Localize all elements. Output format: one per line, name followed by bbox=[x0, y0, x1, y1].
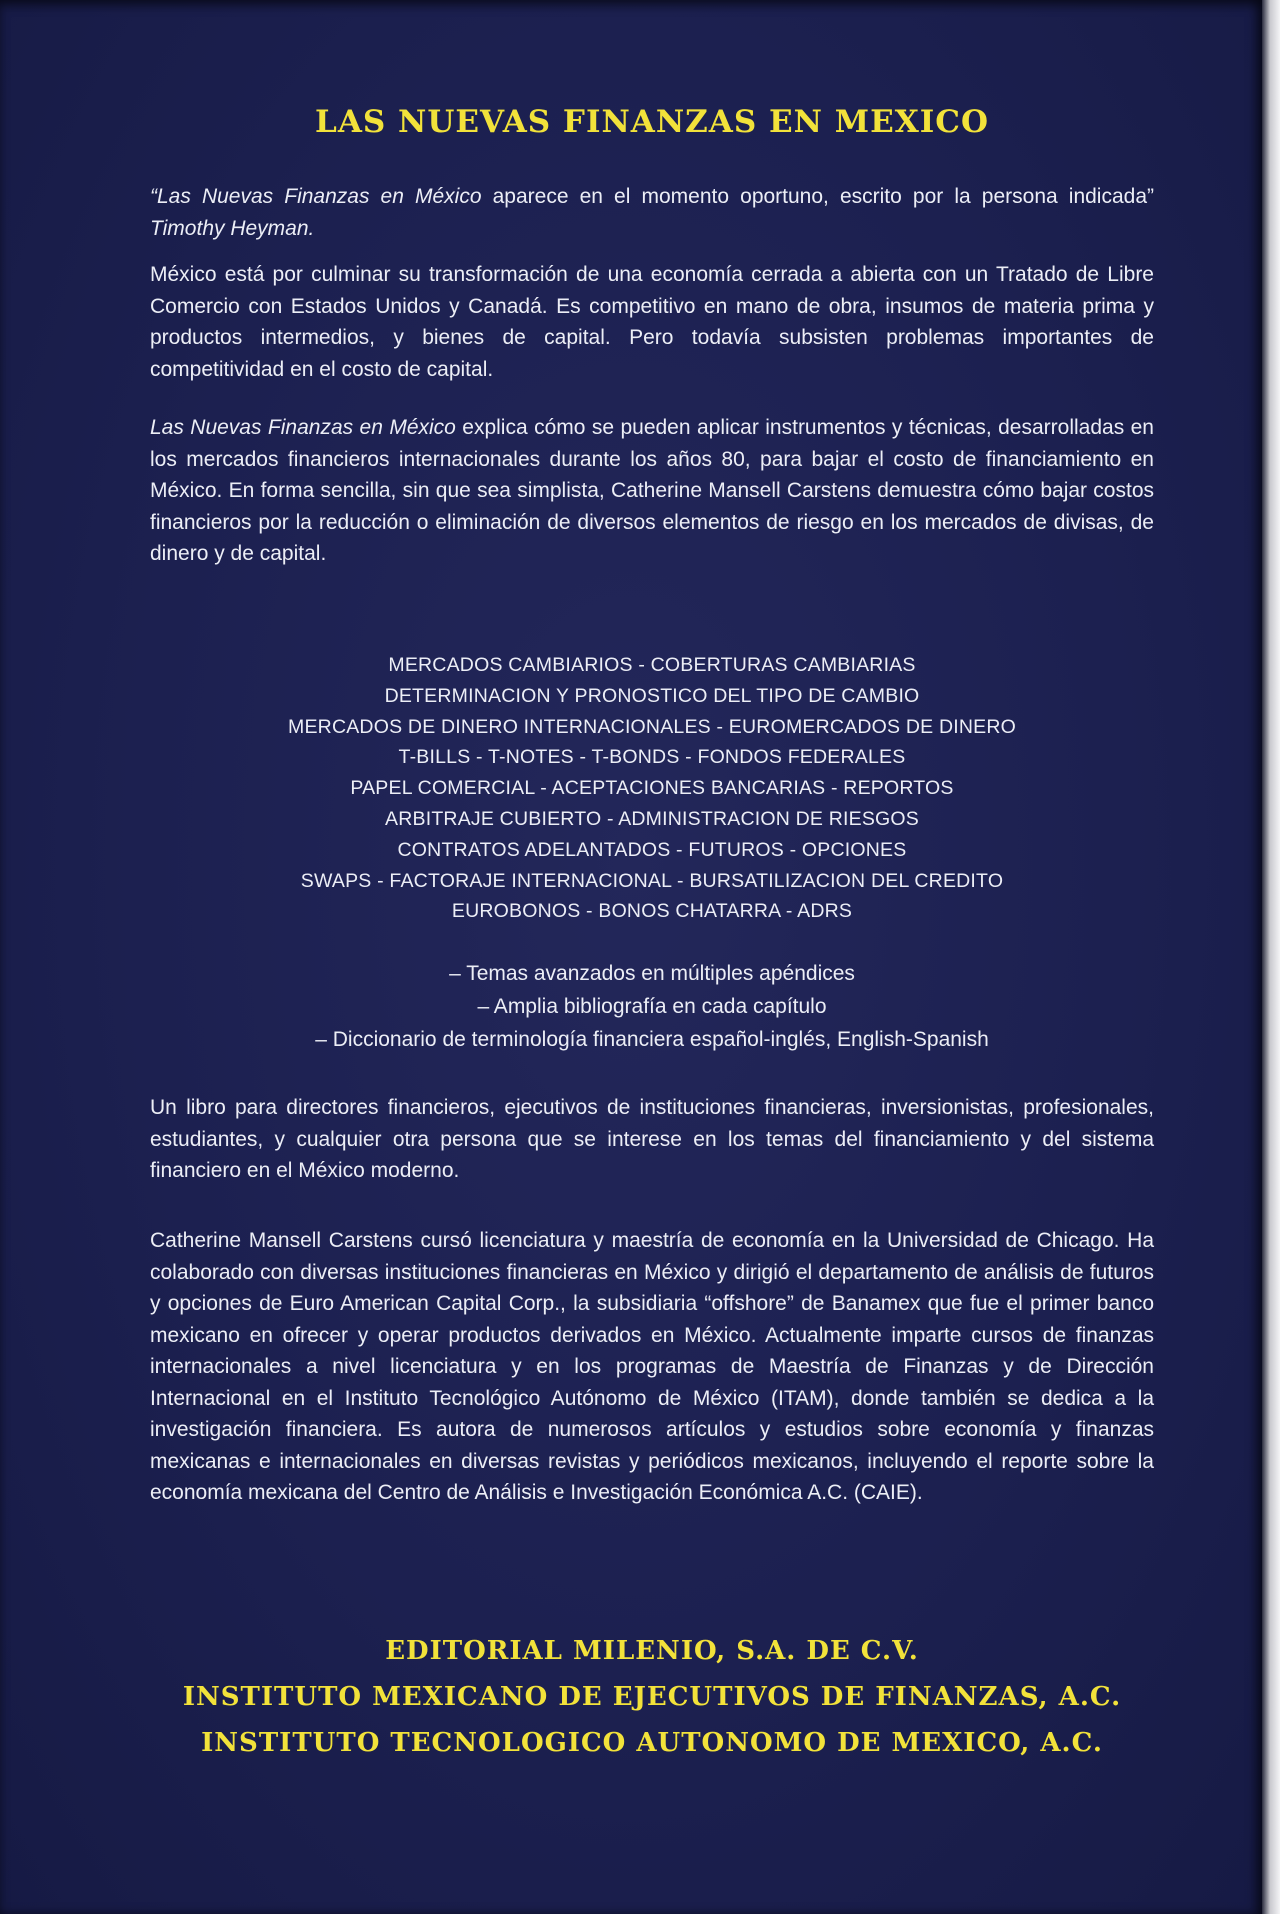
feature-line: – Diccionario de terminología financiera español-inglés, English-Spanish bbox=[315, 1028, 989, 1051]
publisher-line: EDITORIAL MILENIO, S.A. DE C.V. bbox=[385, 1636, 919, 1666]
topic-line: EUROBONOS - BONOS CHATARRA - ADRS bbox=[451, 900, 853, 923]
paragraph-audience: Un libro para directores financieros, ejecutivos de instituciones financieras, inversionistas, profesionales, estudiantes, y cualquier otra persona que se interese en los temas del financiamiento y del sistema financiero en el México moderno. bbox=[150, 1096, 1154, 1182]
feature-line: – Amplia bibliografía en cada capítulo bbox=[477, 995, 827, 1018]
topic-line: MERCADOS DE DINERO INTERNACIONALES - EUROMERCADOS DE DINERO bbox=[288, 715, 1016, 738]
topic-line: CONTRATOS ADELANTADOS - FUTUROS - OPCIONES bbox=[397, 838, 907, 861]
topic-line: ARBITRAJE CUBIERTO - ADMINISTRACION DE RIESGOS bbox=[385, 807, 919, 830]
publisher-line: INSTITUTO MEXICANO DE EJECUTIVOS DE FINANZAS, A.C. bbox=[182, 1682, 1122, 1712]
feature-line: – Temas avanzados en múltiples apéndices bbox=[449, 962, 855, 985]
publisher-line: INSTITUTO TECNOLOGICO AUTONOMO DE MEXICO, A.C. bbox=[201, 1728, 1103, 1758]
paragraph-mexico: México está por culminar su transformación de una economía cerrada a abierta con un Tratado de Libre Comercio con Estados Unidos y Canadá. Es competitivo en mano de obra, insumos de materia prima y productos intermedios, y bienes de capital. Pero todavía subsisten problemas importantes de competitividad en el costo de capital. bbox=[150, 263, 1154, 381]
topic-line: MERCADOS CAMBIARIOS - COBERTURAS CAMBIARIAS bbox=[388, 654, 916, 676]
quote-italic-title: “Las Nuevas Finanzas en México bbox=[150, 185, 482, 208]
quote-author: Timothy Heyman. bbox=[150, 216, 315, 240]
topic-line: T-BILLS - T-NOTES - T-BONDS - FONDOS FEDERALES bbox=[398, 746, 906, 769]
topic-line: PAPEL COMERCIAL - ACEPTACIONES BANCARIAS - REPORTOS bbox=[350, 777, 954, 800]
quote-text: aparece en el momento oportuno, escrito por la persona indicada” bbox=[481, 185, 1155, 208]
explica-italic-title: Las Nuevas Finanzas en México bbox=[150, 416, 456, 439]
publishers bbox=[150, 1628, 1154, 1766]
page-edge bbox=[1262, 0, 1280, 1914]
topic-line: SWAPS - FACTORAJE INTERNACIONAL - BURSATILIZACION DEL CREDITO bbox=[300, 869, 1004, 892]
paragraph-explica bbox=[150, 412, 1154, 570]
endorsement-quote bbox=[150, 181, 1154, 244]
explica-text: explica cómo se pueden aplicar instrumentos y técnicas, desarrolladas en los mercados financieros internacionales durante los años 80, para bajar el costo de financiamiento en México. En forma sencilla, sin que sea simplista, Catherine Mansell Carstens demuestra cómo bajar costos financieros por la reducción o eliminación de diversos elementos de riesgo en los mercados de divisas, de dinero y de capital. bbox=[150, 416, 1154, 565]
features-list bbox=[150, 957, 1154, 1056]
book-title: LAS NUEVAS FINANZAS EN MEXICO bbox=[315, 104, 989, 140]
paragraph-author-bio: Catherine Mansell Carstens cursó licenciatura y maestría de economía en la Universidad de Chicago. Ha colaborado con diversas instituciones financieras en México y dirigió el departamento de análisis de futuros y opciones de Euro American Capital Corp., la subsidiaria “offshore” de Banamex que fue el primer banco mexicano en ofrecer y operar productos derivados en México. Actualmente imparte cursos de finanzas internacionales a nivel licenciatura y en los programas de Maestría de Finanzas y de Dirección Internacional en el Instituto Tecnológico Autónomo de México (ITAM), donde también se dedica a la investigación financiera. Es autora de numerosos artículos y estudios sobre economía y finanzas mexicanas e internacionales en diversas revistas y periódicos mexicanos, incluyendo el reporte sobre la economía mexicana del Centro de Análisis e Investigación Económica A.C. (CAIE). bbox=[150, 1229, 1154, 1504]
topics-list bbox=[150, 650, 1154, 927]
topic-line: DETERMINACION Y PRONOSTICO DEL TIPO DE CAMBIO bbox=[384, 684, 920, 707]
